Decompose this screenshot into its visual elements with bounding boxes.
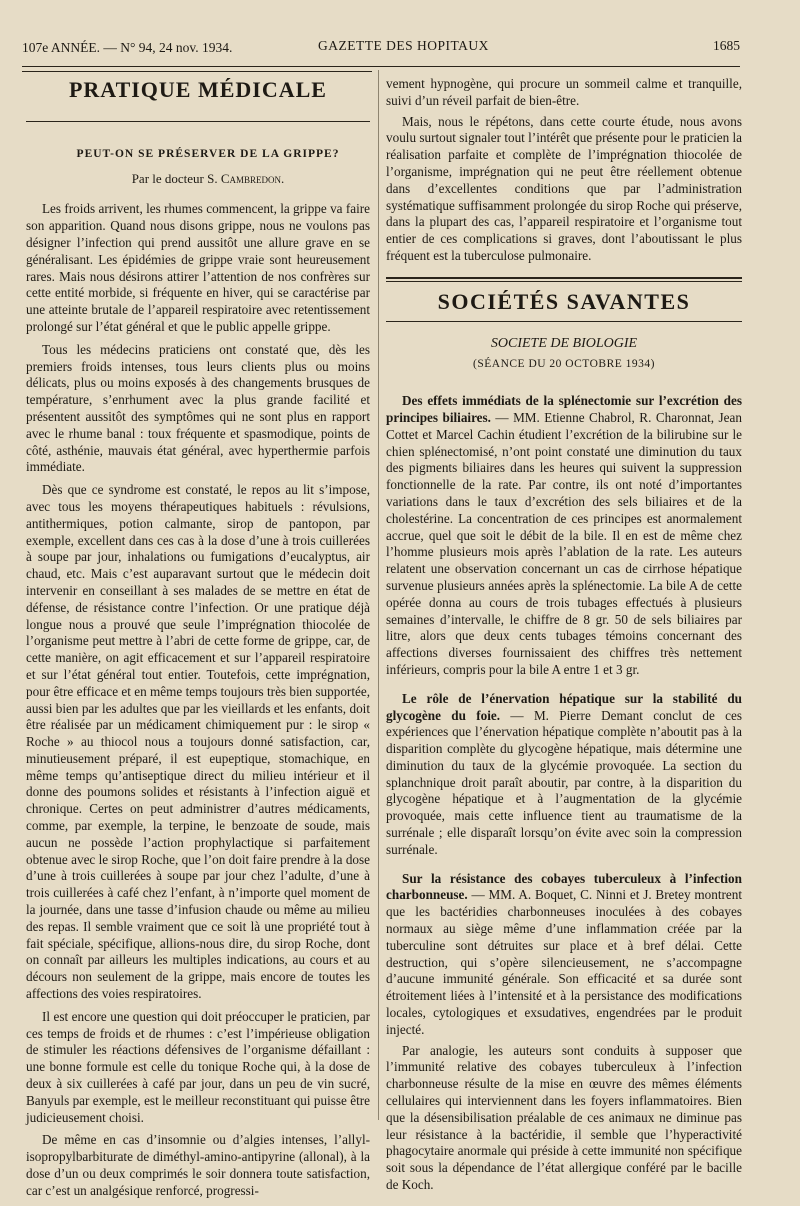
left-column xyxy=(26,74,370,1206)
right-column xyxy=(386,76,742,1198)
article-title: PEUT-ON SE PRÉSERVER DE LA GRIPPE? xyxy=(76,147,340,160)
entry-text: — M. Pierre Demant conclut de ces expériences que l’énervation hépatique complète n’aboutit pas à la disparition complète du glycogène hépatique, mais détermine une diminution du taux de la glycémie provoquée. La section du splanchnique droit paraît aboutir, par contre, à la disparition du glycogène hépatique et à l’augmentation de la glycémie provoquée, mais cette influence tient au traumatisme de la surrénale ; elle disparaît lorsqu’on évite avec soin la compression surrénale. xyxy=(386,707,742,857)
society-heading: SOCIETE DE BIOLOGIE xyxy=(490,335,638,351)
paragraph: Il est encore une question qui doit préoccuper le praticien, par ces temps de froids et de rhumes : c’est l’impérieuse obligation de stimuler les réactions défensives de l’organisme défaillant : une bonne formule est celle du tonique Roche qui, à la dose de deux à six cuillerées à café par jour, dans un peu de vin sucré, Banyuls par exemple, est le meilleur reconstituant qui puisse être judicieusement choisi. xyxy=(26,1008,370,1125)
page-header xyxy=(22,36,740,60)
entry-text: — MM. A. Boquet, C. Ninni et J. Bretey montrent que les bactéridies charbonneuses inoculées à des cobayes normaux au siège même d’une inflammation créée par la tuberculine sont détruites sur place et à bref délai. Cette destruction, qui s’opère silencieusement, ne s’accompagne d’aucune immunité générale. Son efficacité et sa durée sont étroitement liées à l’intensité et à la persistance des modifications locales, cytologiques et exsudatives, engendrées par le produit injecté. xyxy=(386,887,742,1037)
entry-title: Sur la résistance des cobayes tuberculeux à l’infection charbonneuse. xyxy=(386,870,742,903)
byline xyxy=(46,171,370,188)
author-name: Cambredon. xyxy=(220,170,285,186)
journal-name: GAZETTE DES HOPITAUX xyxy=(318,38,489,53)
section-rule xyxy=(386,321,742,322)
paragraph: Les froids arrivent, les rhumes commencent, la grippe va faire son apparition. Quand nous disons grippe, nous ne voulons pas désigner l’infection qui prend aussitôt une allure grave en se généralisant. Les épidémies de grippe vraie sont heureusement rares. Mais nous désirons attirer l’attention de nos confrères sur cette entité morbide, si fréquente en hiver, qui se caractérise par une atteinte brutale de l’appareil respiratoire avec retentissement prolongé sur l’état général et que le public appelle grippe. xyxy=(26,201,370,334)
column-divider xyxy=(378,70,379,1120)
paragraph: Tous les médecins praticiens ont constaté que, dès les premiers froids intenses, tous leurs clients plus ou moins délicats, plus ou moins exposés à des changements brusques de température, s’enrhument avec la plus grande facilité et présentent aussitôt des symptômes qui ne sont plus en rapport avec le rhume banal : toux fréquente et spasmodique, points de côté, asthénie, mauvais état général, avec hyperthermie parfois immédiate. xyxy=(26,341,370,475)
section-rule xyxy=(26,121,370,122)
closing-paragraph: Mais, nous le répétons, dans cette courte étude, nous avons voulu surtout signaler tout l’intérêt que présente pour le praticien la réalisation parfaite et complète de l’imprégnation thiocolée de l’organisme, imprégnation qui ne peut être réellement obtenue dans d’excellentes conditions que par l’administration systématique suffisamment prolongée du sirop Roche qui préserve, dans la plupart des cas, l’appareil respiratoire et l’organisme tout entier de ces complications si graves, dont l’aboutissant le plus fréquent est la tuberculose pulmonaire. xyxy=(386,113,742,263)
paragraph: De même en cas d’insomnie ou d’algies intenses, l’allyl-isopropylbarbiturate de diméthyl-amino-antipyrine (allonal), à la dose d’un ou deux comprimés le soir donnera toute satisfaction, car c’est un analgésique renforcé, progressi- xyxy=(26,1132,370,1198)
section-title-societes: SOCIÉTÉS SAVANTES xyxy=(437,288,691,314)
section-rule-thin xyxy=(386,281,742,282)
byline-prefix: Par le docteur S. xyxy=(131,170,218,186)
paragraph: Par analogie, les auteurs sont conduits à supposer que l’immunité relative des cobayes tuberculeux à l’infection charbonneuse résulte de la mise en œuvre des mêmes éléments cellulaires qui interviennent dans les foyers inflammatoires. Bien que la désensibilisation préalable de ces animaux ne diminue pas leur résistance à la bactéridie, il semble que l’hyperactivité phagocytaire anormale qui préside à cette immunité non spécifique soit sous la dépendance de l’état allergique conféré par le bacille de Koch. xyxy=(386,1042,742,1193)
entry-title: Le rôle de l’énervation hépatique sur la stabilité du glycogène du foie. xyxy=(386,690,742,723)
issue-info: 107e ANNÉE. — N° 94, 24 nov. 1934. xyxy=(22,40,233,55)
report-entry xyxy=(386,393,742,679)
header-rule-secondary xyxy=(22,71,372,72)
continued-paragraph: vement hypnogène, qui procure un sommeil calme et tranquille, suivi d’un réveil parfait de bien-être. xyxy=(386,76,742,108)
header-rule xyxy=(22,66,740,67)
section-title-pratique: PRATIQUE MÉDICALE xyxy=(68,77,327,102)
entry-text: — MM. Etienne Chabrol, R. Charonnat, Jean Cottet et Marcel Cachin étudient l’excrétion de la bilirubine sur le chien splénectomisé, n’ont point constaté une diminution du taux des pigments biliaires dans les heures qui suivent la suppression fonctionnelle de la rate. Par contre, ils ont noté d’importantes variations dans le taux d’excrétion des sels biliaires et de la cholestérine. La concentration de ces principes est anormalement accrue, quel que soit le débit de la bile. Il en est de même chez l’homme plusieurs mois après l’ablation de la rate. Les auteurs relatent une observation concernant un cas de cirrhose hépatique survenue plusieurs années après la splénectomie. La bile A de cette opérée donna au cours de trois tubages effectués à plusieurs semaines d’intervalle, le chiffre de 8 gr. 50 de sels biliaires par litre, alors que deux cents tubages témoins concernant des affections diverses fournissaient des chiffres très nettement inférieurs, compris pour la bile A entre 1 et 3 gr. xyxy=(386,409,742,677)
seance-date: (SÉANCE DU 20 OCTOBRE 1934) xyxy=(473,358,655,371)
report-entry xyxy=(386,871,742,1039)
paragraph: Dès que ce syndrome est constaté, le repos au lit s’impose, avec tous les moyens thérapeutiques habituels : révulsions, antithermiques, potion calmante, sirop de pantopon, par exemple, excellent dans ces cas à la dose d’une à trois cuillerées à soupe par jour, inhalations ou fumigations d’eucalyptus, air chaud, etc. Mais c’est auparavant surtout que le médecin doit intervenir en conseillant à ses malades de se mettre en état de défense, de résistance contre l’infection. Or une pratique déjà longue nous a prouvé que seule l’imprégnation thiocolée de l’organisme peut mettre à l’abri de cette forme de grippe, car, de cette manière, on agit efficacement et sur l’appareil respiratoire et sur l’état général tout entier. Toutefois, cette imprégnation, pour être efficace et en même temps toujours très bien supportée, aussi bien par les adultes que par les vieillards et les enfants, doit être réalisée par un médicament chimiquement pur : le sirop « Roche » au thiocol nous a toujours donné satisfaction, car, minutieusement préparé, il est eupeptique, stomachique, en même temps qu’antiseptique direct du milieu intérieur et il donne des poumons solides et résistants à l’infection aiguë et chronique. Certes on peut administrer d’autres médicaments, comme, par exemple, la terpine, le benzoate de soude, mais aucun ne possède l’action prophylactique si parfaitement obtenue avec le sirop Roche, que l’on doit faire prendre à la dose d’une à trois cuillerées à soupe par jour chez l’adulte, d’une à trois cuillerées à café chez l’enfant, à n’importe quel moment de la journée, dans une tasse d’infusion chaude ou même au milieu des repas. Il semble vraiment que ce soit là une propriété tout à fait spéciale, spécifique, allions-nous dire, du sirop Roche, dont on connaît par ailleurs les multiples indications, au cours et au décours non seulement de la grippe, mais encore de toutes les affections des voies respiratoires. xyxy=(26,482,370,1002)
section-rule-thick xyxy=(386,277,742,279)
report-entry xyxy=(386,691,742,859)
page-number: 1685 xyxy=(713,38,740,53)
entry-title: Des effets immédiats de la splénectomie sur l’excrétion des principes biliaires. xyxy=(386,393,742,425)
